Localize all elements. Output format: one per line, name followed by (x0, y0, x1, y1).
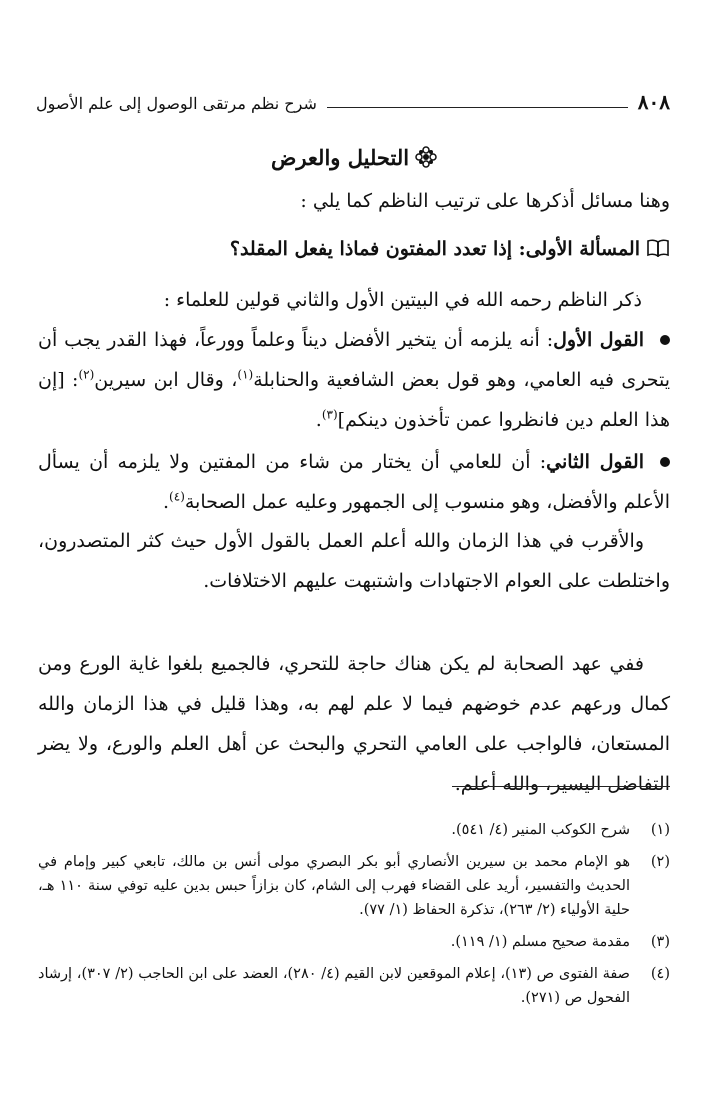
running-title: شرح نظم مرتقى الوصول إلى علم الأصول (36, 94, 317, 113)
footnote-text: مقدمة صحيح مسلم (١/ ١١٩). (450, 934, 630, 950)
footnote-item (38, 962, 670, 1010)
opinion-text: ، وقال ابن سيرين (94, 369, 238, 391)
footnote-separator (452, 786, 670, 787)
footnote-ref: (٤) (169, 489, 185, 504)
page-number: ٨٠٨ (637, 90, 670, 114)
body-paragraph: ففي عهد الصحابة لم يكن هناك حاجة للتحري، فالجميع بلغوا غاية الورع ومن كمال ورعهم عدم خوضهم فيما لا علم لهم به، وهذا قليل في هذا الزمان والله المستعان، فالواجب على العامي التحري والبحث عن أهل العلم والورع، ولا يضر التفاضل اليسير، والله أعلم. (38, 653, 670, 795)
opinion-text: : أن للعامي أن يختار من شاء من المفتين ولا يلزمه أن يسأل الأعلم والأفضل، وهو منسوب إلى الجمهور وعليه عمل الصحابة (38, 451, 670, 513)
bullet-dot-icon (660, 457, 670, 467)
footnote-item (38, 818, 670, 842)
footnote-number: (٢) (650, 854, 670, 870)
footnotes (38, 818, 670, 1018)
flower-ornament-icon (415, 145, 437, 167)
footnote-text: صفة الفتوى ص (١٣)، إعلام الموقعين لابن القيم (٤/ ٢٨٠)، العضد على ابن الحاجب (٢/ ٣٠٧)، إرشاد الفحول ص (٢٧١). (38, 966, 630, 1006)
footnote-ref: (٣) (321, 407, 338, 422)
footnote-item (38, 850, 670, 922)
opinion-text: . (163, 491, 170, 513)
footnote-number: (٤) (650, 966, 670, 982)
opinion-term: القول الثاني (546, 451, 644, 473)
intro-paragraph: وهنا مسائل أذكرها على ترتيب الناظم كما يلي : (300, 190, 670, 212)
page-header (36, 78, 670, 112)
footnote-number: (٣) (650, 934, 670, 950)
opinion-term: القول الأول (553, 329, 644, 351)
footnote-number: (١) (650, 822, 670, 838)
opinion-text: : أنه يلزمه أن يتخير الأفضل ديناً وعلماً وورعاً، فهذا القدر يجب أن يتحرى فيه العامي، وهو قول بعض الشافعية والحنابلة (38, 329, 670, 391)
footnote-ref: (٢) (78, 367, 95, 382)
footnote-item (38, 930, 670, 954)
section-heading-text: التحليل والعرض (270, 145, 410, 170)
section-heading (0, 142, 708, 174)
footnote-ref: (١) (237, 367, 254, 382)
footnote-text: هو الإمام محمد بن سيرين الأنصاري أبو بكر البصري مولى أنس بن مالك، تابعي كبير وإمام في الحديث والتفسير، أريد على القضاء فهرب إلى الشام، كان بزازاً حبس بدين عليه توفي سنة ١١٠ هـ، حلية الأولياء (٢/ ٢٦٣)، تذكرة الحفاظ (١/ ٧٧). (38, 854, 630, 918)
header-rule (327, 107, 628, 108)
opinion-text: : [إن هذا العلم دين فانظروا عمن تأخذون دينكم] (38, 369, 670, 431)
open-book-icon (646, 234, 670, 252)
body-paragraph: والأقرب في هذا الزمان والله أعلم العمل بالقول الأول حيث كثر المتصدرون، واختلطت على العوام الاجتهادات واشتبهت عليهم الاختلافات. (38, 530, 670, 592)
footnote-text: شرح الكوكب المنير (٤/ ٥٤١). (451, 822, 630, 838)
lead-paragraph: ذكر الناظم رحمه الله في البيتين الأول والثاني قولين للعلماء : (163, 289, 642, 311)
opinion-text: . (315, 409, 322, 431)
bullet-first-opinion (38, 320, 670, 440)
issue-heading (230, 232, 670, 266)
bullet-dot-icon (660, 335, 670, 345)
issue-heading-text: المسألة الأولى: إذا تعدد المفتون فماذا يفعل المقلد؟ (229, 238, 640, 260)
bullet-second-opinion (38, 442, 670, 522)
